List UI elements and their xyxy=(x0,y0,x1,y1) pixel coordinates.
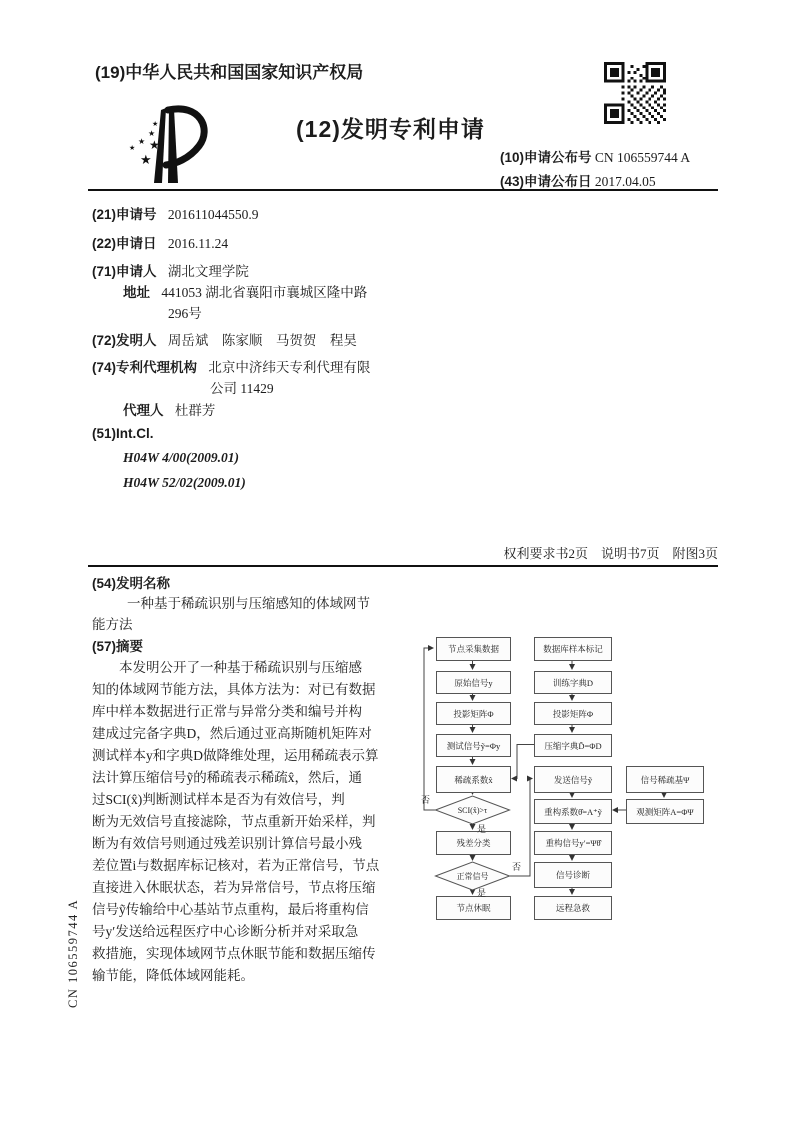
abstract-flowchart-figure xyxy=(420,628,795,938)
flow-node-sparse-basis: 信号稀疏基Ψ xyxy=(626,766,704,793)
flow-decision-sci: SCI(x̂)>τ xyxy=(457,805,488,815)
agent-label: 代理人 xyxy=(123,403,164,418)
field-agent xyxy=(123,399,215,419)
flow-node-recon-sig: 重构信号y′=Ψθ̂ xyxy=(534,831,612,855)
field-22-value: 2016.11.24 xyxy=(167,236,229,251)
abstract-line: 过SCI(x̂)判断测试样本是否为有效信号，判 xyxy=(92,792,345,807)
abstract-line: 建成过完备字典D，然后通过亚高斯随机矩阵对 xyxy=(92,726,372,741)
field-address-line2 xyxy=(168,302,202,322)
flow-node-send: 发送信号ỹ xyxy=(534,766,612,793)
flow-node-comp-dict: 压缩字典D̃=ΦD xyxy=(534,734,612,757)
ipc-class-1 xyxy=(123,450,239,466)
field-72-value: 周岳斌 陈家顺 马贺贺 程昊 xyxy=(167,333,357,348)
publication-number-line xyxy=(500,146,690,166)
abstract-line: 知的体域网节能方法，具体方法为：对已有数据 xyxy=(92,682,376,697)
ipc-class-1-value: H04W 4/00(2009.01) xyxy=(123,450,240,465)
field-74-value-line1: 北京中济纬天专利代理有限 xyxy=(208,360,371,375)
abstract-line: 法计算压缩信号ỹ的稀疏表示稀疏x̂，然后，通 xyxy=(92,770,362,785)
field-57-label: (57)摘要 xyxy=(92,639,144,654)
flow-node-projection1: 投影矩阵Φ xyxy=(436,702,511,725)
field-21-label: (21)申请号 xyxy=(92,207,157,222)
flow-node-first-aid: 远程急救 xyxy=(534,896,612,920)
publication-number-value: CN 106559744 A xyxy=(594,150,691,165)
svg-text:★: ★ xyxy=(129,144,136,152)
abstract-line: 差位置i与数据库标记核对，若为正常信号，节点 xyxy=(92,858,380,873)
flow-label-yes2: 是 xyxy=(477,888,487,898)
svg-text:★: ★ xyxy=(152,120,159,128)
patent-office-name: (19)中华人民共和国国家知识产权局 xyxy=(95,63,364,82)
publication-date-label: (43)申请公布日 xyxy=(500,174,592,189)
field-filing-date xyxy=(92,232,228,252)
field-72-label: (72)发明人 xyxy=(92,333,157,348)
flow-node-raw-signal: 原始信号y xyxy=(436,671,511,694)
field-int-cl xyxy=(92,426,162,442)
cnipa-logo-icon xyxy=(108,97,226,192)
flow-node-collect: 节点采集数据 xyxy=(436,637,511,661)
field-address xyxy=(123,281,367,301)
flow-node-residual: 残差分类 xyxy=(436,831,511,855)
invention-title-line2: 能方法 xyxy=(92,617,133,632)
publication-date-line xyxy=(500,170,656,190)
field-74-value-line2: 公司 11429 xyxy=(210,381,274,396)
header-divider xyxy=(88,189,718,191)
field-application-number xyxy=(92,203,259,223)
side-publication-number: CN 106559744 A xyxy=(66,898,80,1008)
abstract-line: 库中样本数据进行正常与异常分类和编号并构 xyxy=(92,704,362,719)
flow-label-no2: 否 xyxy=(512,862,522,872)
abstract-line: 断为无效信号直接滤除，节点重新开始采样，判 xyxy=(92,814,376,829)
flow-label-yes1: 是 xyxy=(477,824,487,834)
flow-node-recon-coef: 重构系数θ̂=A⁺ỹ xyxy=(534,799,612,824)
field-71-label: (71)申请人 xyxy=(92,264,157,279)
abstract-line: 号y′发送给远程医疗中心诊断分析并对采取急 xyxy=(92,924,359,939)
abstract-line: 直接进入休眠状态，若为异常信号，节点将压缩 xyxy=(92,880,376,895)
document-kind-title: (12)发明专利申请 xyxy=(296,116,485,142)
publication-number-label: (10)申请公布号 xyxy=(500,150,592,165)
publication-date-value: 2017.04.05 xyxy=(594,174,656,189)
abstract-line: 输节能，降低体域网能耗。 xyxy=(92,968,254,983)
field-agency-line2 xyxy=(210,377,274,397)
abstract-text xyxy=(92,657,431,987)
field-71-value: 湖北文理学院 xyxy=(167,264,249,279)
field-inventors xyxy=(92,329,357,349)
flow-decision-normal: 正常信号 xyxy=(456,871,489,881)
ipc-class-2-value: H04W 52/02(2009.01) xyxy=(123,475,246,490)
ipc-class-2 xyxy=(123,475,246,491)
invention-title-line1: 一种基于稀疏识别与压缩感知的体域网节 xyxy=(127,596,370,611)
field-51-label: (51)Int.Cl. xyxy=(92,426,154,441)
abstract-line: 测试样本y和字典D做降维处理，运用稀疏表示算 xyxy=(92,748,379,763)
flow-node-db-label: 数据库样本标记 xyxy=(534,637,612,661)
field-agency xyxy=(92,356,370,376)
abstract-line: 信号ỹ传输给中心基站节点重构，最后将重构信 xyxy=(92,902,369,917)
svg-text:★: ★ xyxy=(149,138,160,152)
flow-node-diagnosis: 信号诊断 xyxy=(534,862,612,888)
flow-node-sleep: 节点休眠 xyxy=(436,896,511,920)
address-line1: 441053 湖北省襄阳市襄城区隆中路 xyxy=(161,285,368,300)
svg-text:★: ★ xyxy=(140,153,152,168)
section-divider xyxy=(88,565,718,567)
svg-text:★: ★ xyxy=(148,129,156,138)
flow-node-sparse-coef: 稀疏系数x̂ xyxy=(436,766,511,793)
field-74-label: (74)专利代理机构 xyxy=(92,360,198,375)
field-21-value: 201611044550.9 xyxy=(167,207,259,222)
address-line2: 296号 xyxy=(168,306,202,321)
qr-code xyxy=(604,62,666,124)
address-label: 地址 xyxy=(123,285,150,300)
field-54-label: (54)发明名称 xyxy=(92,576,171,591)
flow-node-projection2: 投影矩阵Φ xyxy=(534,702,612,725)
pages-summary: 权利要求书2页 说明书7页 附图3页 xyxy=(503,546,718,561)
svg-text:★: ★ xyxy=(138,137,146,146)
flow-node-test-signal: 测试信号ỹ=Φy xyxy=(436,734,511,757)
field-22-label: (22)申请日 xyxy=(92,236,157,251)
abstract-line: 本发明公开了一种基于稀疏识别与压缩感 xyxy=(119,660,362,675)
flow-node-obs-matrix: 观测矩阵A=ΦΨ xyxy=(626,799,704,824)
field-applicant xyxy=(92,260,249,280)
flow-label-no1: 否 xyxy=(421,795,431,805)
flow-node-train-dict: 训练字典D xyxy=(534,671,612,694)
agent-value: 杜群芳 xyxy=(174,403,216,418)
abstract-line: 断为有效信号则通过残差识别计算信号最小残 xyxy=(92,836,362,851)
abstract-line: 救措施，实现体域网节点休眠节能和数据压缩传 xyxy=(92,946,376,961)
